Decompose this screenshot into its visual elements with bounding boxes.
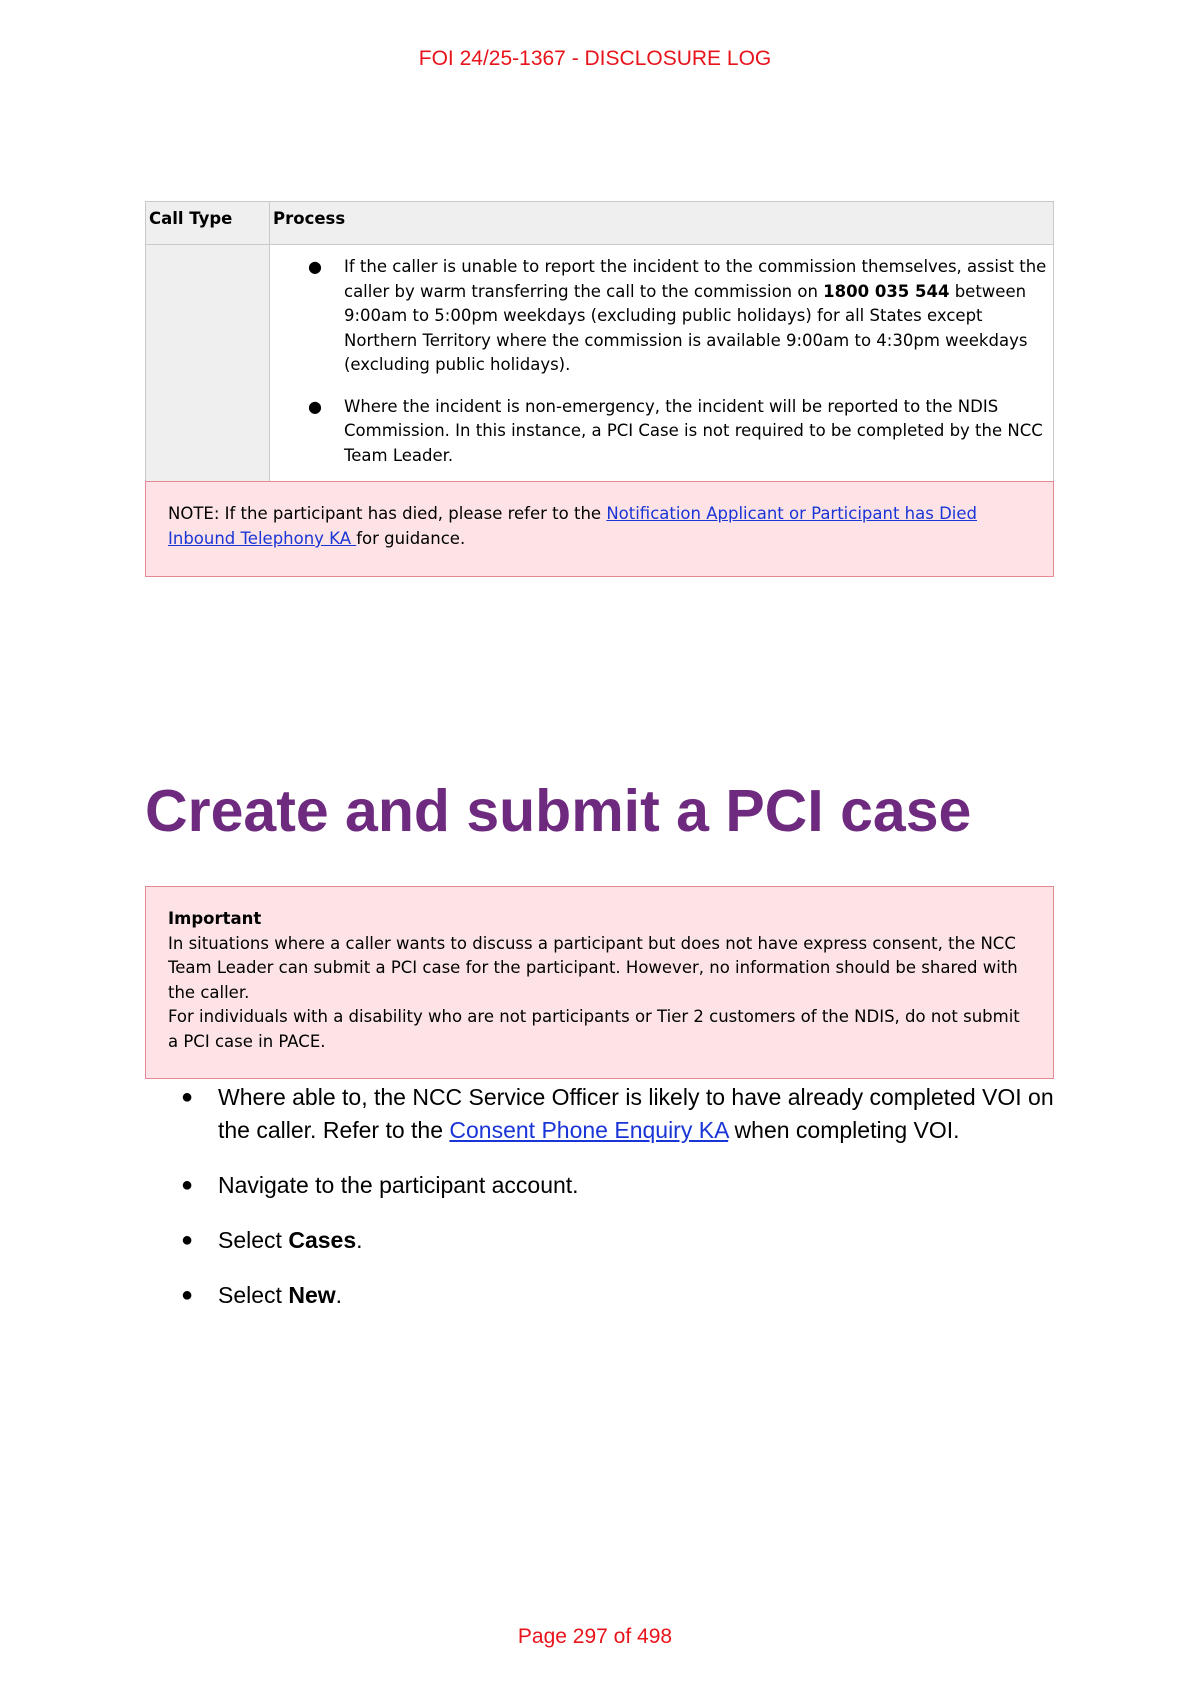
list-item: ● Select Cases.	[178, 1224, 1058, 1257]
list-item: ● Navigate to the participant account.	[178, 1169, 1058, 1202]
page-number-footer: Page 297 of 498	[517, 1625, 673, 1648]
bullet-icon: ●	[181, 1086, 194, 1108]
process-bullet-1: ● If the caller is unable to report the incident to the commission themselves, assist the caller by warm transferring the call to the commission on 1800 035 544 between 9:00am to 5:00pm weekdays (excluding public holidays) for all States except Northern Territory where the commission is available 9:00am to 4:30pm weekdays (excluding public holidays).	[270, 255, 1053, 378]
column-header-call-type: Call Type	[146, 202, 270, 244]
important-paragraph-1: In situations where a caller wants to discuss a participant but does not have express consent, the NCC Team Leader can submit a PCI case for the participant. However, no information should be shared with the caller.	[168, 933, 1018, 1002]
process-bullet-2: ● Where the incident is non-emergency, the incident will be reported to the NDIS Commission. In this instance, a PCI Case is not required to be completed by the NCC Team Leader.	[270, 395, 1053, 469]
participant-died-ka-link[interactable]: Notification Applicant or Participant has Died Inbound Telephony KA	[168, 504, 978, 548]
important-heading: Important	[168, 909, 262, 928]
bullet-icon: ●	[181, 1229, 194, 1251]
list-item: ● Select New.	[178, 1279, 1058, 1312]
list-item: ● Where able to, the NCC Service Officer is likely to have already completed VOI on the caller. Refer to the Consent Phone Enquiry KA when completing VOI.	[178, 1081, 1058, 1147]
bullet-icon: ●	[181, 1174, 194, 1196]
call-type-cell	[146, 245, 270, 482]
process-cell	[270, 245, 1053, 482]
column-header-process: Process	[273, 209, 346, 228]
commission-phone-number: 1800 035 544	[823, 281, 950, 301]
consent-phone-enquiry-ka-link[interactable]: Consent Phone Enquiry KA	[449, 1117, 729, 1143]
procedure-steps	[178, 1081, 1058, 1334]
bullet-icon: ●	[181, 1284, 194, 1306]
important-callout	[145, 886, 1054, 1079]
bullet-icon: ●	[308, 396, 322, 416]
participant-died-note: NOTE: If the participant has died, please refer to the Notification Applicant or Participant has Died Inbound Telephony KA for guidance.	[145, 481, 1054, 577]
bullet-icon: ●	[308, 257, 322, 276]
table-row	[146, 245, 1053, 482]
table-header-row	[146, 202, 1053, 245]
call-type-process-table	[145, 201, 1054, 483]
disclosure-log-header: FOI 24/25-1367 - DISCLOSURE LOG	[418, 47, 772, 70]
important-paragraph-2: For individuals with a disability who are not participants or Tier 2 customers of the NDIS, do not submit a PCI case in PACE.	[168, 1007, 1020, 1051]
section-title: Create and submit a PCI case	[145, 778, 972, 844]
